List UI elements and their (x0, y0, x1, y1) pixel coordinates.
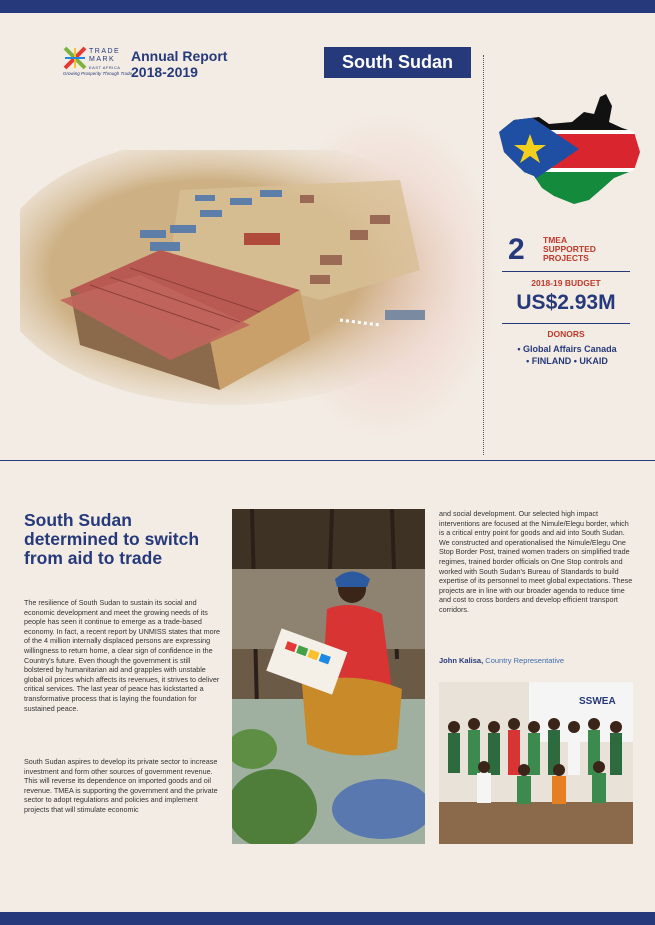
women-traders-group-photo (439, 682, 633, 844)
article-paragraph-3: and social development. Our selected high impact interventions are focused at the Nimule/Elegu border, which is a critical entry point for goods and aid into South Sudan. We constructed and operationalised the Nimule/Elegu One Stop Border Post, trained women traders on simplified trade regimes, trained border officials on One Stop controls and worked with South Sudan's Bureau of Standards to build expertise of its personnel to meet global expectations. These projects are in line with our broader agenda to reduce time and cost to cross borders and develop efficient transport corridors. (439, 509, 633, 614)
budget-label: 2018-19 BUDGET (531, 278, 601, 288)
donors-line-1: • Global Affairs Canada (517, 344, 617, 354)
budget-value: US$2.93M (516, 291, 616, 314)
country-representative (439, 656, 564, 665)
logo-x-icon (63, 46, 87, 70)
projects-count: 2 (508, 233, 525, 266)
logo-tagline: Growing Prosperity Through Trade (63, 71, 132, 76)
top-band (0, 0, 655, 13)
report-title: Annual Report 2018-2019 (131, 48, 228, 80)
woman-trader-photo (232, 509, 425, 844)
projects-label: TMEA SUPPORTED PROJECTS (543, 235, 596, 263)
donors-label: DONORS (547, 329, 585, 339)
stats-rule-2 (502, 323, 630, 324)
south-sudan-flag-map (494, 92, 642, 207)
bottom-band (0, 912, 655, 925)
country-title: South Sudan (324, 47, 471, 78)
rep-name: John Kalisa, (439, 656, 484, 665)
donors-line-2: • FINLAND • UKAID (526, 356, 608, 366)
logo-wordmark: TRADE MARK EAST AFRICA (89, 48, 121, 70)
aerial-border-post-photo (20, 150, 460, 410)
rep-role: Country Representative (485, 656, 565, 665)
section-divider (0, 460, 655, 461)
article-paragraph-1: The resilience of South Sudan to sustain its social and economic development and meet the growing needs of its people has seen it continue to emerge as a trade-based economy. In fact, a recent report by UNMISS states that more of the 4 million internally displaced persons are expressing willingness to return home, a clear sign of confidence in the Country's future. Even though the government is still bolstered by humanitarian aid and grapples with unstable global oil prices which affects its revenues, it strives to deliver critical services. The last year of peace has kickstarted a transformative process that is laying the foundation for sustained peace. (24, 598, 221, 713)
trademark-logo (63, 46, 132, 78)
photo-banner-text: SSWEA (579, 696, 616, 707)
article-headline: South Sudan determined to switch from aid to trade (24, 510, 200, 568)
article-paragraph-2: South Sudan aspires to develop its private sector to increase investment and form other sources of government revenue. This will reverse its dependence on imported goods and oil revenue. TMEA is supporting the government and the private sector to adopt regulations and policies and implement projects that will stimulate economic (24, 757, 218, 814)
stats-rule-1 (502, 271, 630, 272)
